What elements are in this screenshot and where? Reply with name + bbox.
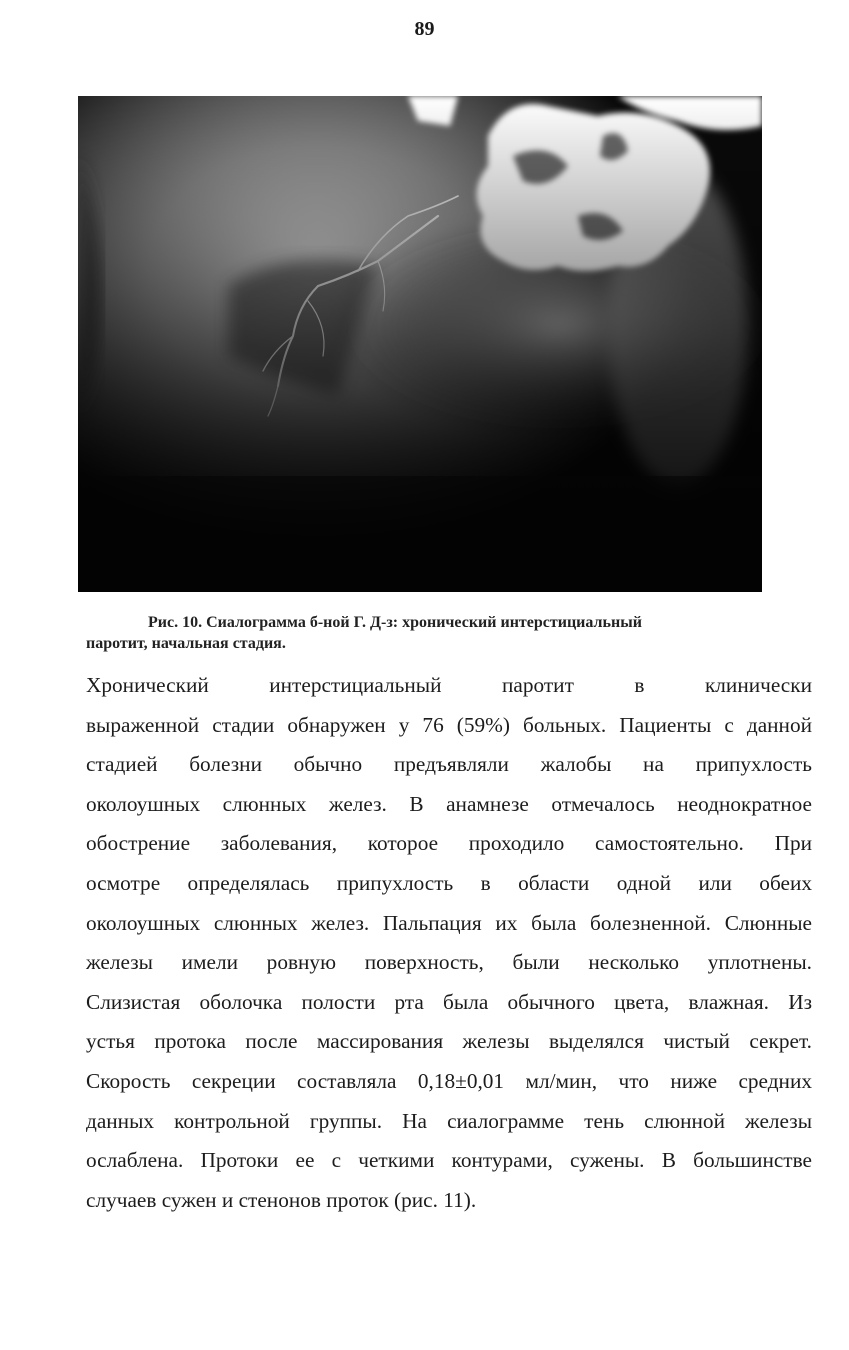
- page-number: 89: [414, 18, 435, 40]
- text-line: железы имели ровную поверхность, были несколько уплотнены.: [86, 950, 812, 975]
- body-paragraph: [86, 666, 812, 1220]
- text-line: обострение заболевания, которое проходило самостоятельно. При: [86, 831, 812, 856]
- sialogram-image: [78, 96, 762, 592]
- text-line: околоушных слюнных желез. В анамнезе отмечалось неоднократное: [86, 791, 812, 816]
- text-line: осмотре определялась припухлость в области одной или обеих: [86, 870, 812, 895]
- text-line: Хронический интерстициальный паротит в клинически: [86, 673, 812, 697]
- text-line: устья протока после массирования железы выделялся чистый секрет.: [86, 1029, 812, 1054]
- text-line: выраженной стадии обнаружен у 76 (59%) больных. Пациенты с данной: [86, 712, 812, 737]
- caption-line-1: Рис. 10. Сиалограмма б-ной Г. Д-з: хронический интерстициальный: [148, 614, 642, 631]
- caption-line-2: паротит, начальная стадия.: [86, 635, 286, 652]
- text-line: ослаблена. Протоки ее с четкими контурами, сужены. В большинстве: [86, 1148, 812, 1173]
- text-line: случаев сужен и стенонов проток (рис. 11).: [86, 1187, 477, 1212]
- figure-caption: [86, 612, 772, 654]
- text-line: Слизистая оболочка полости рта была обычного цвета, влажная. Из: [86, 989, 812, 1014]
- xray-photo: [78, 96, 762, 592]
- text-line: Скорость секреции составляла 0,18±0,01 мл/мин, что ниже средних: [86, 1068, 812, 1093]
- text-line: данных контрольной группы. На сиалограмме тень слюнной железы: [86, 1108, 812, 1133]
- text-line: стадией болезни обычно предъявляли жалобы на припухлость: [86, 752, 812, 777]
- text-line: околоушных слюнных желез. Пальпация их была болезненной. Слюнные: [86, 910, 812, 935]
